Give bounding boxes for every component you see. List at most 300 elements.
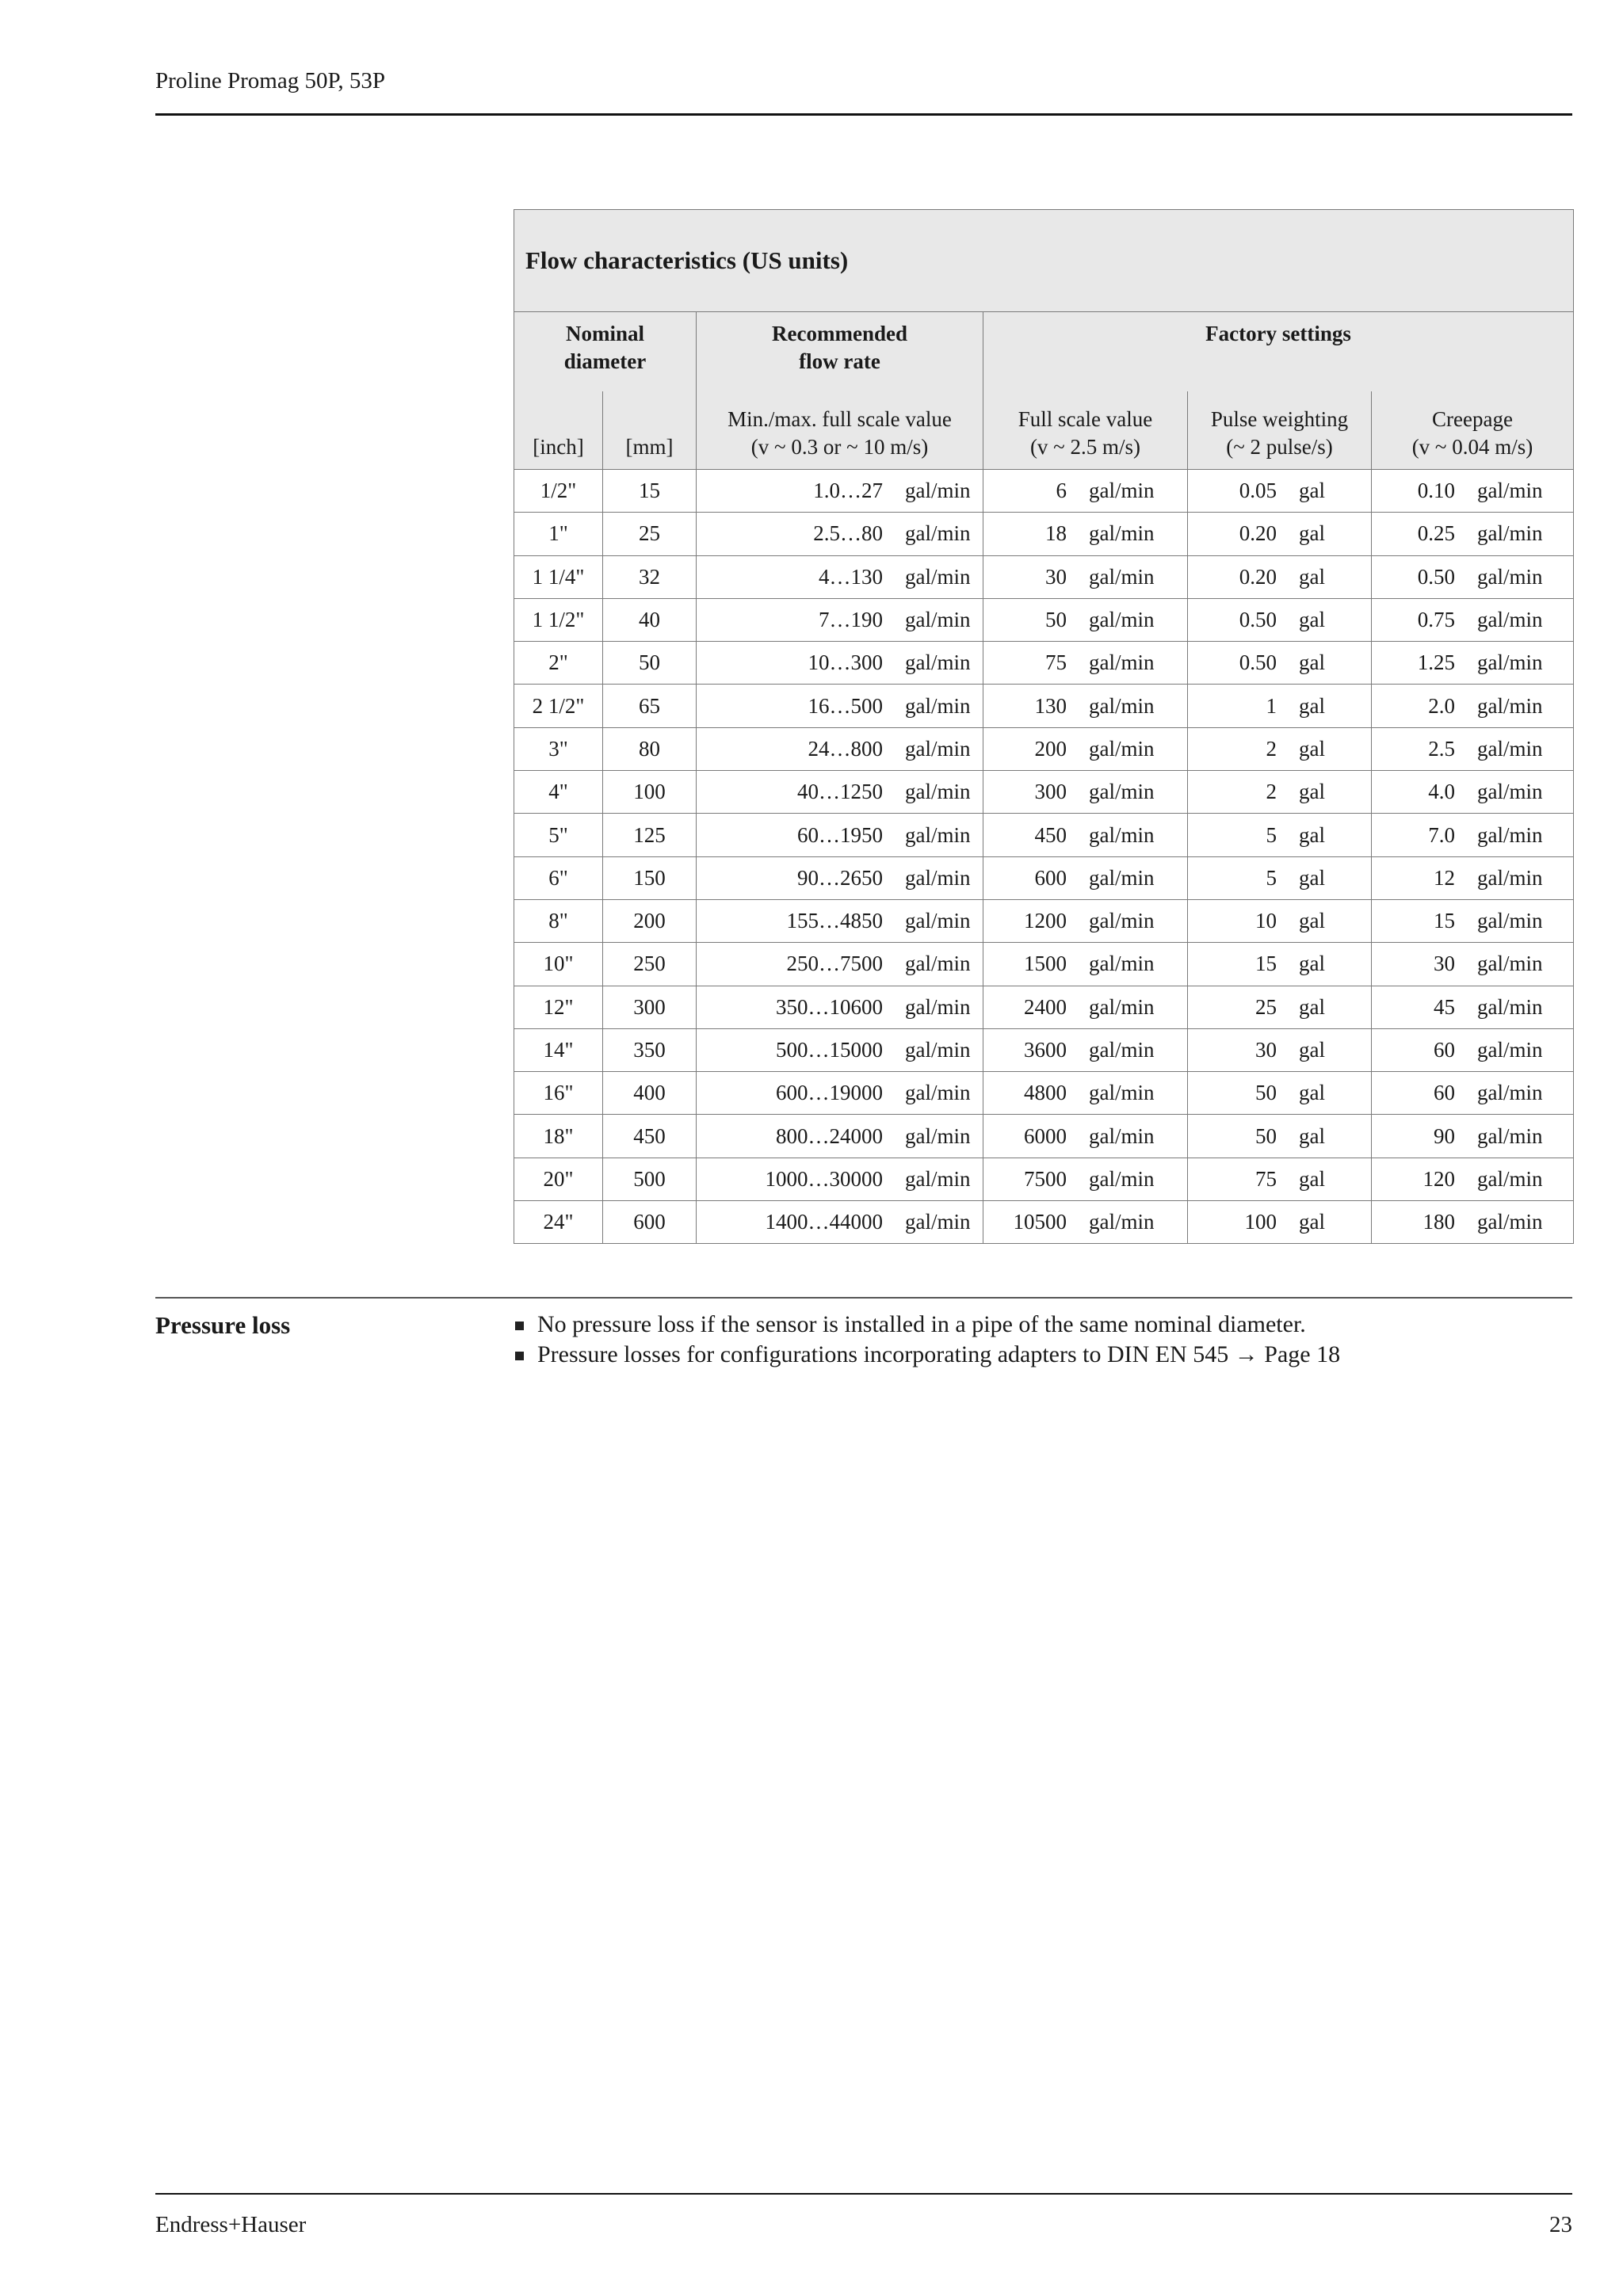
cell-value-pair (1188, 1029, 1371, 1071)
cell-range (697, 598, 983, 641)
cell-value-pair (983, 1201, 1187, 1243)
cell-unit: gal/min (1089, 564, 1155, 589)
cell-number: 10 (1255, 909, 1277, 933)
cell-number: 30 (1434, 952, 1455, 976)
cell-range (697, 555, 983, 598)
table-row (514, 899, 1574, 942)
cell-value-pair (1188, 556, 1371, 598)
cell-pulse (1188, 685, 1372, 727)
cell-creep (1372, 1115, 1574, 1158)
cell-number: 7.0 (1428, 822, 1455, 847)
cell-inch: 5" (514, 814, 603, 856)
cell-fsv (983, 1072, 1188, 1115)
cell-creep (1372, 555, 1574, 598)
cell-unit: gal (1299, 650, 1325, 675)
cell-number: 60 (1434, 1038, 1455, 1062)
cell-unit: gal/min (1089, 865, 1155, 890)
cell-fsv (983, 555, 1188, 598)
bullet-square-icon (515, 1322, 524, 1330)
table-row (514, 1158, 1574, 1200)
header-nominal-diameter-text: Nominal diameter (563, 322, 647, 373)
header-mm: [mm] (603, 391, 697, 470)
cell-unit: gal/min (1089, 1166, 1155, 1191)
cell-number: 5 (1266, 865, 1277, 890)
table-row (514, 1115, 1574, 1158)
cell-number: 50 (1255, 1123, 1277, 1148)
cell-pulse (1188, 771, 1372, 814)
cell-number: 7500 (1024, 1166, 1067, 1191)
cell-value-pair (983, 900, 1187, 942)
cell-value-pair (1372, 513, 1573, 555)
header-minmax-line1: Min./max. full scale value (727, 407, 952, 431)
table-row (514, 727, 1574, 770)
cell-unit: gal/min (905, 650, 971, 675)
cell-value-pair (1372, 814, 1573, 856)
cell-number: 0.25 (1417, 521, 1455, 546)
cell-unit: gal/min (1477, 521, 1543, 546)
cell-pulse (1188, 1115, 1372, 1158)
cell-number: 1200 (1024, 909, 1067, 933)
cell-inch: 20" (514, 1158, 603, 1200)
cell-fsv (983, 598, 1188, 641)
cell-number: 1 (1266, 693, 1277, 718)
cell-pulse (1188, 899, 1372, 942)
cell-unit: gal (1299, 1081, 1325, 1105)
cell-value-pair (697, 943, 983, 985)
header-nominal-diameter (514, 312, 697, 392)
table-row (514, 771, 1574, 814)
list-item-text: Pressure losses for configurations incorporating adapters to DIN EN 545 → Page 18 (537, 1341, 1341, 1367)
cell-creep (1372, 1201, 1574, 1244)
cell-number: 180 (1423, 1210, 1455, 1234)
cell-mm: 600 (603, 1201, 697, 1244)
cell-unit: gal/min (905, 780, 971, 804)
header-pulse-line1: Pulse weighting (1210, 407, 1349, 431)
cell-unit: gal/min (905, 952, 971, 976)
cell-range (697, 513, 983, 555)
cell-number: 25 (1255, 994, 1277, 1019)
cell-unit: gal/min (905, 822, 971, 847)
header-creepage (1372, 391, 1574, 470)
cell-value-pair (1372, 1029, 1573, 1071)
cell-number: 130 (1034, 693, 1067, 718)
cell-number: 75 (1255, 1166, 1277, 1191)
cell-creep (1372, 727, 1574, 770)
cell-unit: gal/min (905, 865, 971, 890)
cell-creep (1372, 856, 1574, 899)
cell-number: 250…7500 (786, 952, 883, 976)
cell-range (697, 771, 983, 814)
cell-fsv (983, 470, 1188, 513)
cell-number: 18 (1045, 521, 1067, 546)
cell-range (697, 727, 983, 770)
cell-value-pair (1188, 943, 1371, 985)
cell-unit: gal/min (905, 608, 971, 632)
cell-range (697, 814, 983, 856)
cell-value-pair (697, 470, 983, 512)
cell-number: 24…800 (808, 736, 883, 761)
cell-value-pair (1188, 900, 1371, 942)
cell-range (697, 1072, 983, 1115)
cell-number: 2400 (1024, 994, 1067, 1019)
cell-range (697, 1201, 983, 1244)
cell-mm: 250 (603, 943, 697, 986)
cell-value-pair (1188, 814, 1371, 856)
cell-creep (1372, 899, 1574, 942)
cell-mm: 100 (603, 771, 697, 814)
cell-unit: gal/min (1089, 994, 1155, 1019)
cell-value-pair (983, 642, 1187, 684)
cell-number: 4800 (1024, 1081, 1067, 1105)
cell-value-pair (983, 470, 1187, 512)
cell-number: 5 (1266, 822, 1277, 847)
cell-unit: gal/min (905, 909, 971, 933)
cell-pulse (1188, 555, 1372, 598)
cell-number: 10…300 (808, 650, 883, 675)
cell-value-pair (697, 556, 983, 598)
cell-value-pair (983, 599, 1187, 641)
cell-value-pair (697, 986, 983, 1028)
cell-value-pair (983, 857, 1187, 899)
cell-value-pair (697, 1029, 983, 1071)
cell-number: 120 (1423, 1166, 1455, 1191)
cell-value-pair (1372, 642, 1573, 684)
cell-unit: gal/min (1089, 909, 1155, 933)
cell-unit: gal (1299, 608, 1325, 632)
cell-inch: 12" (514, 986, 603, 1028)
table-row (514, 685, 1574, 727)
table-row (514, 555, 1574, 598)
cell-unit: gal/min (1477, 693, 1543, 718)
cell-unit: gal/min (1089, 479, 1155, 503)
cell-value-pair (1372, 986, 1573, 1028)
cell-unit: gal/min (1477, 736, 1543, 761)
cell-pulse (1188, 642, 1372, 685)
cell-unit: gal/min (905, 1038, 971, 1062)
cell-range (697, 856, 983, 899)
cell-value-pair (697, 728, 983, 770)
header-creepage-line2: (v ~ 0.04 m/s) (1411, 435, 1533, 459)
cell-unit: gal/min (1477, 780, 1543, 804)
footer-page-number: 23 (1549, 2212, 1572, 2237)
cell-number: 1500 (1024, 952, 1067, 976)
header-recommended-flow-text: Recommended flow rate (772, 322, 907, 373)
cell-fsv (983, 943, 1188, 986)
cell-value-pair (983, 556, 1187, 598)
cell-value-pair (1188, 771, 1371, 813)
cell-inch: 16" (514, 1072, 603, 1115)
cell-number: 2 (1266, 736, 1277, 761)
cell-pulse (1188, 1158, 1372, 1200)
cell-number: 500…15000 (776, 1038, 883, 1062)
cell-creep (1372, 771, 1574, 814)
cell-value-pair (1188, 470, 1371, 512)
cell-number: 30 (1045, 564, 1067, 589)
cell-number: 50 (1255, 1081, 1277, 1105)
cell-unit: gal/min (905, 1123, 971, 1148)
cell-unit: gal/min (1089, 822, 1155, 847)
cell-unit: gal (1299, 479, 1325, 503)
cell-fsv (983, 513, 1188, 555)
cell-creep (1372, 1028, 1574, 1071)
cell-unit: gal/min (1477, 952, 1543, 976)
cell-value-pair (697, 900, 983, 942)
cell-value-pair (697, 771, 983, 813)
cell-unit: gal/min (1089, 608, 1155, 632)
cell-number: 200 (1034, 736, 1067, 761)
cell-value-pair (983, 1158, 1187, 1200)
header-fullscale-line2: (v ~ 2.5 m/s) (1029, 435, 1141, 459)
cell-pulse (1188, 1201, 1372, 1244)
cell-number: 0.20 (1239, 564, 1277, 589)
cell-mm: 200 (603, 899, 697, 942)
cell-unit: gal/min (1089, 780, 1155, 804)
cell-range (697, 1028, 983, 1071)
cell-number: 7…190 (819, 608, 883, 632)
header-pulse (1188, 391, 1372, 470)
cell-value-pair (1372, 599, 1573, 641)
cell-pulse (1188, 470, 1372, 513)
cell-value-pair (1188, 1072, 1371, 1114)
cell-value-pair (1372, 470, 1573, 512)
cell-unit: gal/min (1089, 693, 1155, 718)
cell-range (697, 899, 983, 942)
list-item-text: No pressure loss if the sensor is installed in a pipe of the same nominal diameter. (537, 1311, 1306, 1337)
cell-unit: gal/min (1089, 1038, 1155, 1062)
cell-inch: 1/2" (514, 470, 603, 513)
header-fullscale (983, 391, 1188, 470)
cell-number: 800…24000 (776, 1123, 883, 1148)
cell-range (697, 943, 983, 986)
cell-unit: gal/min (1477, 1166, 1543, 1191)
cell-number: 450 (1034, 822, 1067, 847)
cell-unit: gal/min (905, 1210, 971, 1234)
header-minmax-line2: (v ~ 0.3 or ~ 10 m/s) (750, 435, 929, 459)
table-row (514, 943, 1574, 986)
cell-range (697, 1115, 983, 1158)
cell-value-pair (1372, 556, 1573, 598)
cell-fsv (983, 642, 1188, 685)
cell-value-pair (983, 1115, 1187, 1157)
cell-pulse (1188, 943, 1372, 986)
cell-mm: 150 (603, 856, 697, 899)
cell-number: 1.0…27 (813, 479, 883, 503)
cell-value-pair (1372, 728, 1573, 770)
header-creepage-line1: Creepage (1432, 407, 1513, 431)
cell-unit: gal/min (905, 564, 971, 589)
cell-unit: gal/min (1477, 608, 1543, 632)
cell-number: 0.20 (1239, 521, 1277, 546)
cell-pulse (1188, 856, 1372, 899)
cell-number: 1000…30000 (765, 1166, 883, 1191)
cell-pulse (1188, 727, 1372, 770)
cell-value-pair (1372, 900, 1573, 942)
cell-unit: gal (1299, 1210, 1325, 1234)
cell-fsv (983, 1028, 1188, 1071)
cell-unit: gal (1299, 736, 1325, 761)
cell-fsv (983, 727, 1188, 770)
cell-pulse (1188, 986, 1372, 1028)
cell-mm: 65 (603, 685, 697, 727)
cell-number: 155…4850 (786, 909, 883, 933)
cell-value-pair (697, 1072, 983, 1114)
cell-unit: gal/min (1089, 1210, 1155, 1234)
cell-number: 16…500 (808, 693, 883, 718)
cell-creep (1372, 814, 1574, 856)
cell-value-pair (1372, 771, 1573, 813)
cell-unit: gal/min (1477, 909, 1543, 933)
table-row (514, 856, 1574, 899)
cell-inch: 8" (514, 899, 603, 942)
cell-unit: gal/min (1089, 521, 1155, 546)
cell-value-pair (1372, 1072, 1573, 1114)
cell-mm: 450 (603, 1115, 697, 1158)
cell-value-pair (697, 1201, 983, 1243)
section-rule (155, 1297, 1572, 1299)
header-inch: [inch] (514, 391, 603, 470)
cell-value-pair (1188, 685, 1371, 727)
cell-unit: gal/min (905, 693, 971, 718)
cell-unit: gal/min (1089, 650, 1155, 675)
cell-unit: gal (1299, 994, 1325, 1019)
cell-fsv (983, 1201, 1188, 1244)
cell-number: 50 (1045, 608, 1067, 632)
cell-mm: 300 (603, 986, 697, 1028)
cell-unit: gal/min (1089, 736, 1155, 761)
cell-number: 30 (1255, 1038, 1277, 1062)
cell-creep (1372, 513, 1574, 555)
cell-number: 15 (1434, 909, 1455, 933)
cell-inch: 2" (514, 642, 603, 685)
cell-number: 40…1250 (797, 780, 883, 804)
cell-inch: 1 1/4" (514, 555, 603, 598)
cell-number: 2 (1266, 780, 1277, 804)
table-row (514, 1028, 1574, 1071)
cell-creep (1372, 1158, 1574, 1200)
cell-unit: gal/min (1477, 865, 1543, 890)
cell-inch: 14" (514, 1028, 603, 1071)
cell-pulse (1188, 598, 1372, 641)
cell-unit: gal (1299, 780, 1325, 804)
cell-number: 300 (1034, 780, 1067, 804)
cell-fsv (983, 685, 1188, 727)
cell-mm: 25 (603, 513, 697, 555)
cell-inch: 2 1/2" (514, 685, 603, 727)
cell-value-pair (1188, 986, 1371, 1028)
cell-number: 15 (1255, 952, 1277, 976)
cell-unit: gal (1299, 952, 1325, 976)
cell-number: 12 (1434, 865, 1455, 890)
table-title: Flow characteristics (US units) (514, 210, 1574, 312)
cell-unit: gal/min (905, 736, 971, 761)
cell-fsv (983, 814, 1188, 856)
cell-value-pair (983, 513, 1187, 555)
cell-mm: 15 (603, 470, 697, 513)
cell-fsv (983, 899, 1188, 942)
cell-mm: 125 (603, 814, 697, 856)
cell-number: 4.0 (1428, 780, 1455, 804)
cell-unit: gal (1299, 1166, 1325, 1191)
cell-creep (1372, 642, 1574, 685)
cell-value-pair (983, 728, 1187, 770)
cell-value-pair (697, 1115, 983, 1157)
cell-mm: 80 (603, 727, 697, 770)
cell-value-pair (697, 599, 983, 641)
cell-value-pair (983, 685, 1187, 727)
cell-number: 6 (1056, 479, 1067, 503)
cell-range (697, 642, 983, 685)
cell-unit: gal/min (905, 994, 971, 1019)
cell-number: 1.25 (1417, 650, 1455, 675)
cell-number: 350…10600 (776, 994, 883, 1019)
cell-value-pair (1188, 857, 1371, 899)
cell-unit: gal/min (1477, 479, 1543, 503)
cell-unit: gal (1299, 564, 1325, 589)
cell-value-pair (697, 513, 983, 555)
cell-value-pair (1372, 943, 1573, 985)
cell-number: 0.05 (1239, 479, 1277, 503)
cell-number: 2.0 (1428, 693, 1455, 718)
cell-inch: 10" (514, 943, 603, 986)
cell-value-pair (983, 1072, 1187, 1114)
table-row (514, 598, 1574, 641)
list-item (514, 1340, 1340, 1370)
header-minmax (697, 391, 983, 470)
cell-value-pair (1372, 1158, 1573, 1200)
cell-unit: gal/min (1477, 1081, 1543, 1105)
cell-value-pair (1188, 728, 1371, 770)
cell-value-pair (1188, 1158, 1371, 1200)
cell-value-pair (1188, 1115, 1371, 1157)
header-pulse-line2: (~ 2 pulse/s) (1226, 435, 1333, 459)
cell-unit: gal/min (1477, 1038, 1543, 1062)
footer-brand: Endress+Hauser (155, 2212, 307, 2237)
cell-inch: 24" (514, 1201, 603, 1244)
cell-value-pair (697, 814, 983, 856)
cell-value-pair (1188, 599, 1371, 641)
cell-unit: gal/min (1477, 822, 1543, 847)
cell-number: 60 (1434, 1081, 1455, 1105)
table-row (514, 986, 1574, 1028)
cell-mm: 400 (603, 1072, 697, 1115)
cell-fsv (983, 856, 1188, 899)
table-row (514, 470, 1574, 513)
cell-inch: 1" (514, 513, 603, 555)
cell-value-pair (1188, 642, 1371, 684)
cell-unit: gal (1299, 822, 1325, 847)
cell-unit: gal/min (1089, 1123, 1155, 1148)
cell-unit: gal/min (1089, 952, 1155, 976)
table-row (514, 814, 1574, 856)
cell-mm: 350 (603, 1028, 697, 1071)
cell-creep (1372, 943, 1574, 986)
cell-inch: 3" (514, 727, 603, 770)
cell-pulse (1188, 513, 1372, 555)
cell-number: 2.5…80 (813, 521, 883, 546)
cell-unit: gal (1299, 1038, 1325, 1062)
cell-inch: 1 1/2" (514, 598, 603, 641)
cell-unit: gal/min (1477, 994, 1543, 1019)
header-fullscale-line1: Full scale value (1018, 407, 1153, 431)
cell-number: 75 (1045, 650, 1067, 675)
cell-number: 0.10 (1417, 479, 1455, 503)
cell-unit: gal/min (1477, 650, 1543, 675)
cell-fsv (983, 1115, 1188, 1158)
cell-inch: 18" (514, 1115, 603, 1158)
cell-unit: gal/min (905, 479, 971, 503)
table-row (514, 1072, 1574, 1115)
cell-mm: 32 (603, 555, 697, 598)
